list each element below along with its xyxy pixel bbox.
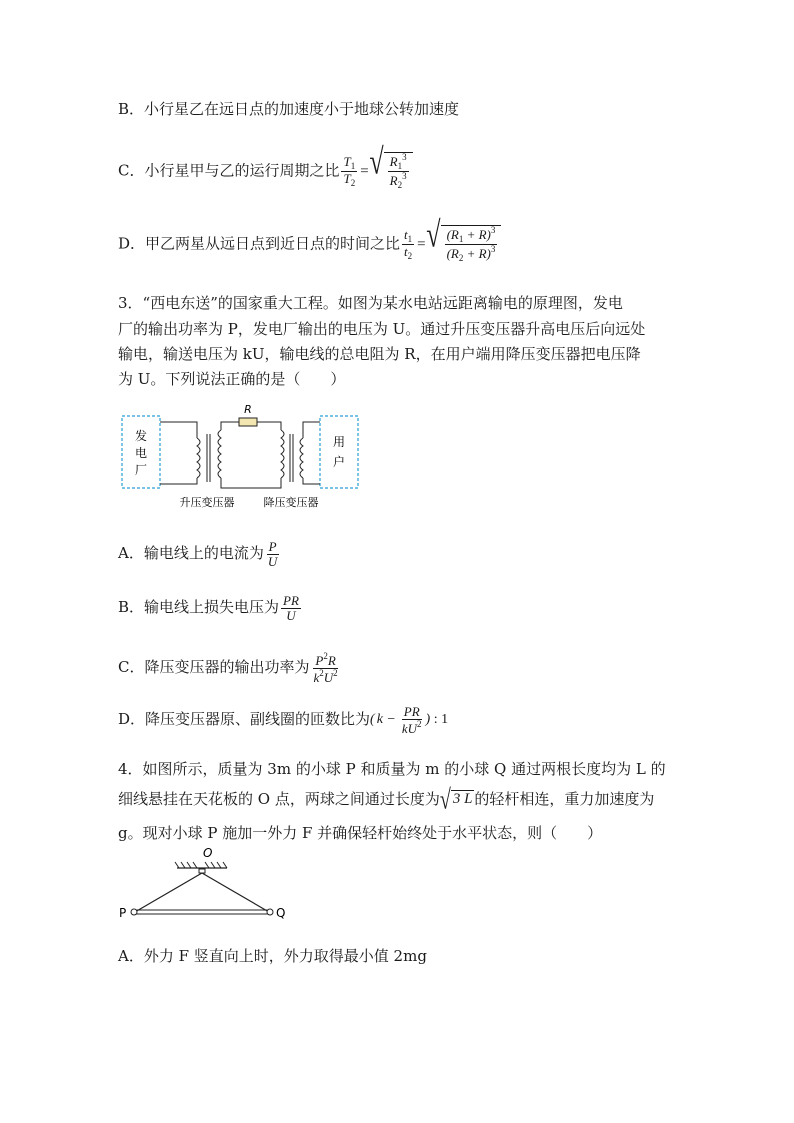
q3-option-a: A．输电线上的电流为 $\frac{P}{U}$ — [118, 539, 278, 569]
q3-stem-line1: 3．“西电东送”的国家重大工程。如图为某水电站远距离输电的原理图，发电 — [118, 294, 623, 312]
transmission-diagram — [115, 400, 365, 515]
q4-stem-line3: g。现对小球 P 施加一外力 F 并确保轻杆始终处于水平状态，则（ ） — [118, 824, 603, 842]
string-oq — [202, 873, 269, 912]
q3-option-b: B．输电线上损失电压为 $\frac{PR}{U}$ — [118, 593, 299, 623]
q3-stem-line4: 为 U。下列说法正确的是（ ） — [118, 370, 346, 388]
point-o-label: O — [203, 846, 213, 860]
string-op — [135, 873, 202, 912]
ball-p-label: P — [119, 906, 127, 920]
q2-option-d-text: D．甲乙两星从远日点到近日点的时间之比 — [118, 234, 401, 253]
step-down-label: 降压变压器 — [263, 496, 319, 509]
sqrt-expr: √ $\frac{R_1^3}{R_2^3}$ — [369, 152, 412, 191]
q3-option-d: D．降压变压器原、副线圈的匝数比为( k − $\frac{PR}{kU^2}$ ) : 1 — [118, 704, 449, 736]
q2-option-c: C．小行星甲与乙的运行周期之比 $\frac{T_1}{T_2}$ = √ $\frac{R_1^3}{R_2^3}$ — [118, 152, 413, 191]
user-label-2: 户 — [332, 455, 346, 469]
period-ratio: $\frac{T_1}{T_2}$ — [343, 153, 356, 188]
q3-option-a-text: A．输电线上的电流为 — [118, 544, 264, 563]
step-up-secondary-coil — [218, 430, 221, 478]
pendulum-diagram — [115, 846, 305, 921]
q3-option-b-text: B．输电线上损失电压为 — [118, 598, 280, 617]
generator-label-1: 发 — [134, 429, 148, 443]
q4-option-a: A．外力 F 竖直向上时，外力取得最小值 2mg — [118, 947, 427, 965]
time-ratio: $\frac{t_1}{t_2}$ — [404, 226, 413, 261]
q2-option-b: B．小行星乙在远日点的加速度小于地球公转加速度 — [118, 100, 460, 118]
q3-option-d-text: D．降压变压器原、副线圈的匝数比为 — [118, 710, 371, 729]
pivot — [199, 869, 205, 873]
step-down-secondary-coil — [300, 438, 303, 478]
q4-stem-line2: 细线悬挂在天花板的 O 点，两球之间通过长度为 √ 3 L 的轻杆相连，重力加速度为 — [118, 784, 655, 816]
generator-label-2: 电 — [134, 446, 148, 460]
generator-label-3: 厂 — [134, 463, 148, 477]
q4-stem-line2a: 细线悬挂在天花板的 O 点，两球之间通过长度为 — [118, 790, 440, 808]
resistor-label: R — [244, 403, 252, 416]
q4-stem-line2b: 的轻杆相连，重力加速度为 — [474, 790, 655, 808]
sqrt-expr-d: √ $\frac{(R_1 + R)^3}{(R_2 + R)^3}$ — [426, 225, 501, 264]
step-up-primary-coil — [197, 438, 200, 478]
q2-option-c-text: C．小行星甲与乙的运行周期之比 — [118, 161, 340, 180]
ball-p — [131, 909, 137, 915]
user-box — [320, 416, 358, 488]
q3-option-c-text: C．降压变压器的输出功率为 — [118, 658, 310, 677]
ball-q — [267, 909, 273, 915]
q4-stem-line1: 4．如图所示，质量为 3m 的小球 P 和质量为 m 的小球 Q 通过两根长度均为 L 的 — [118, 760, 666, 778]
ball-q-label: Q — [276, 906, 286, 920]
q3-stem-line3: 输电，输送电压为 kU，输电线的总电阻为 R，在用户端用降压变压器把电压降 — [118, 345, 641, 363]
q3-option-c: C．降压变压器的输出功率为 $\frac{P^2R}{k^2U^2}$ — [118, 651, 338, 685]
q2-option-d: D．甲乙两星从远日点到近日点的时间之比 $\frac{t_1}{t_2}$ = √ $\frac{(R_1 + R)^3}{(R_2 + R)^3}$ — [118, 225, 501, 264]
step-up-label: 升压变压器 — [179, 496, 235, 509]
q3-stem-line2: 厂的输出功率为 P，发电厂输出的电压为 U。通过升压变压器升高电压后向远处 — [118, 320, 646, 338]
resistor — [239, 418, 257, 426]
user-label-1: 用 — [332, 435, 346, 449]
step-down-primary-coil — [281, 430, 284, 478]
